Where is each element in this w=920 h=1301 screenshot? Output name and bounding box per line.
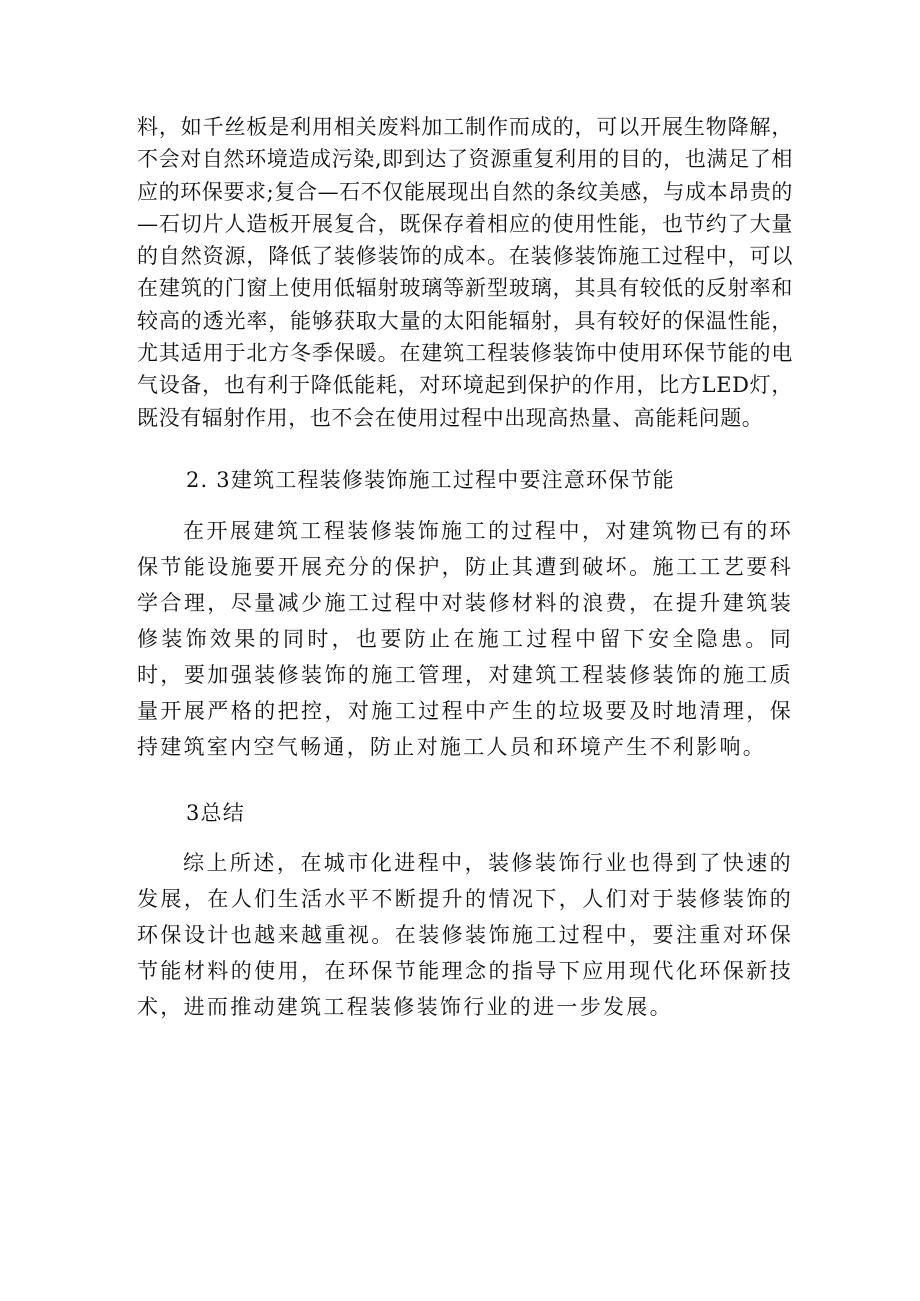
heading-section-2-3: 2. 3建筑工程装修装饰施工过程中要注意环保节能: [186, 468, 675, 492]
heading-section-3-conclusion: 3总结: [186, 801, 245, 825]
paragraph-conclusion: 综上所述，在城市化进程中，装修装饰行业也得到了快速的发展，在人们生活水平不断提升的情况下，人们对于装修装饰的环保设计也越来越重视。在装修装饰施工过程中，要注重对环保节能材料的使用，在环保节能理念的指导下应用现代化环保新技术，进而推动建筑工程装修装饰行业的进一步发展。: [137, 851, 793, 1019]
paragraph-continuation: 料，如千丝板是利用相关废料加工制作而成的，可以开展生物降解，不会对自然环境造成污染,即到达了资源重复利用的目的，也满足了相应的环保要求;复合—石不仅能展现出自然的条纹美感，与成本昂贵的—石切片人造板开展复合，既保存着相应的使用性能，也节约了大量的自然资源，降低了装修装饰的成本。在装修装饰施工过程中，可以在建筑的门窗上使用低辐射玻璃等新型玻璃，其具有较低的反射率和较高的透光率，能够获取大量的太阳能辐射，具有较好的保温性能，尤其适用于北方冬季保暖。在建筑工程装修装饰中使用环保节能的电气设备，也有利于降低能耗，对环境起到保护的作用，比方LED灯，既没有辐射作用，也不会在使用过程中出现高热量、高能耗问题。: [137, 115, 793, 430]
paragraph-section-2-3: 在开展建筑工程装修装饰施工的过程中，对建筑物已有的环保节能设施要开展充分的保护，防止其遭到破坏。施工工艺要科学合理，尽量减少施工过程中对装修材料的浪费，在提升建筑装修装饰效果的同时，也要防止在施工过程中留下安全隐患。同时，要加强装修装饰的施工管理，对建筑工程装修装饰的施工质量开展严格的把控，对施工过程中产生的垃圾要及时地清理，保持建筑室内空气畅通，防止对施工人员和环境产生不利影响。: [137, 519, 793, 759]
